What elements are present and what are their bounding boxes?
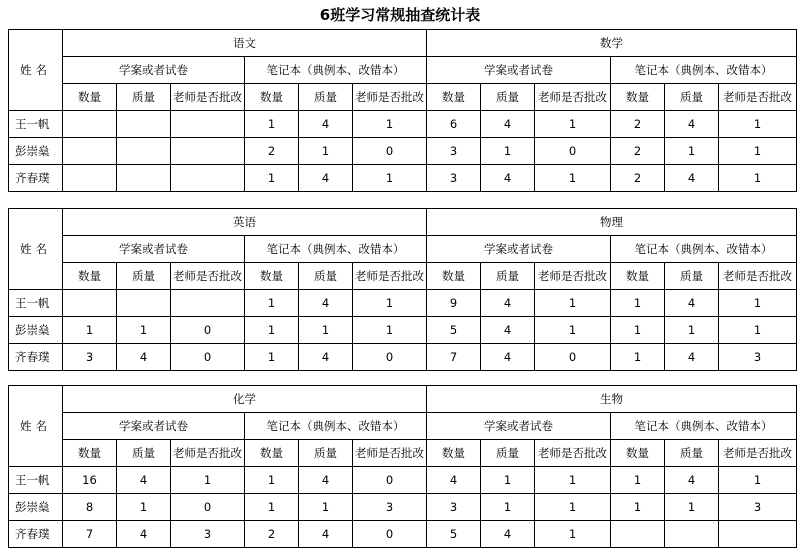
table-cell: 0 [535, 344, 611, 371]
column-header: 数量 [245, 263, 299, 290]
column-header-row [9, 440, 797, 467]
table-cell: 1 [535, 290, 611, 317]
table-cell: 4 [665, 344, 719, 371]
student-name: 彭崇燊 [9, 494, 63, 521]
table-row [9, 165, 797, 192]
column-header: 老师是否批改 [353, 84, 427, 111]
table-cell: 4 [299, 111, 353, 138]
column-header: 老师是否批改 [535, 440, 611, 467]
group-header-notebook: 笔记本（典例本、改错本） [245, 236, 427, 263]
table-cell: 2 [611, 165, 665, 192]
group-header-notebook: 笔记本（典例本、改错本） [245, 57, 427, 84]
table-cell: 1 [719, 165, 797, 192]
student-name: 王一帆 [9, 290, 63, 317]
table-cell: 1 [719, 317, 797, 344]
column-header: 数量 [63, 440, 117, 467]
table-row [9, 467, 797, 494]
table-cell: 1 [481, 494, 535, 521]
group-header-notebook: 笔记本（典例本、改错本） [611, 236, 797, 263]
column-header: 质量 [299, 440, 353, 467]
table-cell: 3 [427, 165, 481, 192]
table-row [9, 494, 797, 521]
table-cell: 4 [299, 521, 353, 548]
column-header: 数量 [611, 84, 665, 111]
column-header: 数量 [245, 440, 299, 467]
table-cell: 1 [245, 290, 299, 317]
table-cell: 4 [481, 290, 535, 317]
table-cell [117, 290, 171, 317]
subject-header-row [9, 209, 797, 236]
table-cell: 3 [353, 494, 427, 521]
column-header: 老师是否批改 [353, 263, 427, 290]
column-header: 质量 [117, 84, 171, 111]
table-cell: 4 [481, 344, 535, 371]
column-header: 数量 [63, 84, 117, 111]
column-header: 老师是否批改 [719, 263, 797, 290]
table-cell: 0 [353, 521, 427, 548]
group-header-row [9, 57, 797, 84]
group-header-notebook: 笔记本（典例本、改错本） [611, 413, 797, 440]
table-cell: 4 [427, 467, 481, 494]
table-cell: 3 [171, 521, 245, 548]
table-cell: 1 [245, 344, 299, 371]
table-cell: 0 [353, 344, 427, 371]
table-cell: 1 [117, 317, 171, 344]
subject-table-1 [8, 29, 797, 192]
table-cell: 1 [171, 467, 245, 494]
student-name: 王一帆 [9, 467, 63, 494]
subject-header-row [9, 386, 797, 413]
column-header: 质量 [299, 263, 353, 290]
table-cell: 3 [427, 138, 481, 165]
table-cell: 1 [535, 494, 611, 521]
group-header-row [9, 413, 797, 440]
column-header: 数量 [245, 84, 299, 111]
table-cell [117, 165, 171, 192]
column-header: 老师是否批改 [719, 84, 797, 111]
group-header-notebook: 笔记本（典例本、改错本） [245, 413, 427, 440]
table-cell [171, 138, 245, 165]
table-row [9, 344, 797, 371]
table-cell: 1 [535, 467, 611, 494]
column-header: 数量 [427, 84, 481, 111]
table-row [9, 290, 797, 317]
column-header: 质量 [481, 263, 535, 290]
table-cell: 6 [427, 111, 481, 138]
group-header-worksheet: 学案或者试卷 [63, 236, 245, 263]
table-cell [719, 521, 797, 548]
table-cell: 1 [245, 467, 299, 494]
column-header: 质量 [117, 263, 171, 290]
table-cell: 8 [63, 494, 117, 521]
column-header: 老师是否批改 [353, 440, 427, 467]
table-cell: 4 [481, 111, 535, 138]
table-cell: 4 [117, 467, 171, 494]
table-cell: 1 [481, 138, 535, 165]
table-cell: 1 [353, 111, 427, 138]
subject-table-3 [8, 385, 797, 548]
table-cell [171, 290, 245, 317]
column-header: 质量 [481, 440, 535, 467]
table-cell: 1 [245, 111, 299, 138]
table-cell: 0 [353, 138, 427, 165]
table-cell: 1 [245, 494, 299, 521]
table-cell: 1 [245, 317, 299, 344]
table-cell: 7 [427, 344, 481, 371]
column-header-row [9, 263, 797, 290]
table-cell: 4 [481, 165, 535, 192]
table-cell: 0 [535, 138, 611, 165]
column-header: 数量 [427, 440, 481, 467]
name-column-header: 姓名 [9, 209, 63, 290]
group-header-notebook: 笔记本（典例本、改错本） [611, 57, 797, 84]
table-cell: 4 [299, 290, 353, 317]
column-header: 老师是否批改 [535, 84, 611, 111]
table-cell: 1 [353, 290, 427, 317]
student-name: 齐春璞 [9, 165, 63, 192]
column-header: 质量 [665, 263, 719, 290]
table-cell: 5 [427, 521, 481, 548]
table-cell: 4 [665, 290, 719, 317]
table-cell [171, 165, 245, 192]
table-cell: 2 [245, 138, 299, 165]
table-cell: 1 [299, 317, 353, 344]
column-header-row [9, 84, 797, 111]
table-cell: 1 [245, 165, 299, 192]
column-header: 质量 [665, 84, 719, 111]
table-cell: 0 [171, 344, 245, 371]
table-cell [117, 138, 171, 165]
table-row [9, 317, 797, 344]
table-cell: 1 [299, 494, 353, 521]
table-cell: 9 [427, 290, 481, 317]
table-cell: 1 [63, 317, 117, 344]
table-cell: 4 [117, 344, 171, 371]
subject-header-left: 化学 [63, 386, 427, 413]
student-name: 彭崇燊 [9, 317, 63, 344]
table-cell [63, 290, 117, 317]
column-header: 老师是否批改 [171, 84, 245, 111]
student-name: 齐春璞 [9, 521, 63, 548]
table-cell: 7 [63, 521, 117, 548]
table-cell: 1 [481, 467, 535, 494]
table-cell: 4 [299, 165, 353, 192]
column-header: 老师是否批改 [719, 440, 797, 467]
column-header: 质量 [665, 440, 719, 467]
table-cell: 3 [719, 344, 797, 371]
student-name: 齐春璞 [9, 344, 63, 371]
table-cell: 4 [117, 521, 171, 548]
table-cell: 4 [665, 111, 719, 138]
table-cell: 1 [535, 317, 611, 344]
column-header: 老师是否批改 [535, 263, 611, 290]
table-cell: 16 [63, 467, 117, 494]
table-cell: 2 [245, 521, 299, 548]
name-column-header: 姓名 [9, 30, 63, 111]
table-cell: 1 [719, 111, 797, 138]
table-cell: 3 [63, 344, 117, 371]
table-cell [665, 521, 719, 548]
table-row [9, 521, 797, 548]
table-cell: 3 [719, 494, 797, 521]
table-cell: 3 [427, 494, 481, 521]
column-header: 老师是否批改 [171, 440, 245, 467]
table-cell: 1 [611, 344, 665, 371]
subject-header-row [9, 30, 797, 57]
table-cell: 0 [171, 317, 245, 344]
table-cell [63, 111, 117, 138]
column-header: 数量 [427, 263, 481, 290]
table-cell: 0 [353, 467, 427, 494]
table-cell: 1 [535, 165, 611, 192]
table-cell: 4 [299, 467, 353, 494]
table-cell: 1 [665, 494, 719, 521]
group-header-worksheet: 学案或者试卷 [427, 57, 611, 84]
page-title: 6班学习常规抽查统计表 [319, 6, 481, 24]
table-cell [117, 111, 171, 138]
table-cell [63, 138, 117, 165]
name-column-header: 姓名 [9, 386, 63, 467]
table-cell: 4 [665, 467, 719, 494]
table-cell: 1 [665, 317, 719, 344]
table-cell: 1 [353, 317, 427, 344]
table-cell [63, 165, 117, 192]
subject-header-left: 英语 [63, 209, 427, 236]
group-header-worksheet: 学案或者试卷 [63, 57, 245, 84]
table-row [9, 111, 797, 138]
group-header-worksheet: 学案或者试卷 [427, 236, 611, 263]
table-cell: 1 [611, 290, 665, 317]
subject-header-left: 语文 [63, 30, 427, 57]
table-cell: 1 [665, 138, 719, 165]
table-cell: 4 [481, 317, 535, 344]
table-cell: 5 [427, 317, 481, 344]
subject-header-right: 生物 [427, 386, 797, 413]
table-cell: 4 [299, 344, 353, 371]
column-header: 数量 [63, 263, 117, 290]
table-cell: 1 [117, 494, 171, 521]
table-cell [611, 521, 665, 548]
group-header-worksheet: 学案或者试卷 [63, 413, 245, 440]
table-cell: 1 [535, 521, 611, 548]
column-header: 老师是否批改 [171, 263, 245, 290]
column-header: 质量 [299, 84, 353, 111]
table-cell: 1 [611, 317, 665, 344]
column-header: 数量 [611, 440, 665, 467]
group-header-worksheet: 学案或者试卷 [427, 413, 611, 440]
subject-table-2 [8, 208, 797, 371]
table-cell: 1 [611, 467, 665, 494]
table-cell: 4 [481, 521, 535, 548]
table-cell: 1 [611, 494, 665, 521]
table-cell: 2 [611, 111, 665, 138]
table-cell: 1 [719, 467, 797, 494]
table-row [9, 138, 797, 165]
table-cell: 1 [299, 138, 353, 165]
table-cell: 1 [535, 111, 611, 138]
table-cell: 1 [353, 165, 427, 192]
table-cell: 1 [719, 290, 797, 317]
student-name: 王一帆 [9, 111, 63, 138]
table-cell: 0 [171, 494, 245, 521]
column-header: 数量 [611, 263, 665, 290]
column-header: 质量 [481, 84, 535, 111]
table-cell: 4 [665, 165, 719, 192]
column-header: 质量 [117, 440, 171, 467]
subject-header-right: 物理 [427, 209, 797, 236]
student-name: 彭崇燊 [9, 138, 63, 165]
group-header-row [9, 236, 797, 263]
subject-header-right: 数学 [427, 30, 797, 57]
table-cell: 1 [719, 138, 797, 165]
table-cell [171, 111, 245, 138]
table-cell: 2 [611, 138, 665, 165]
